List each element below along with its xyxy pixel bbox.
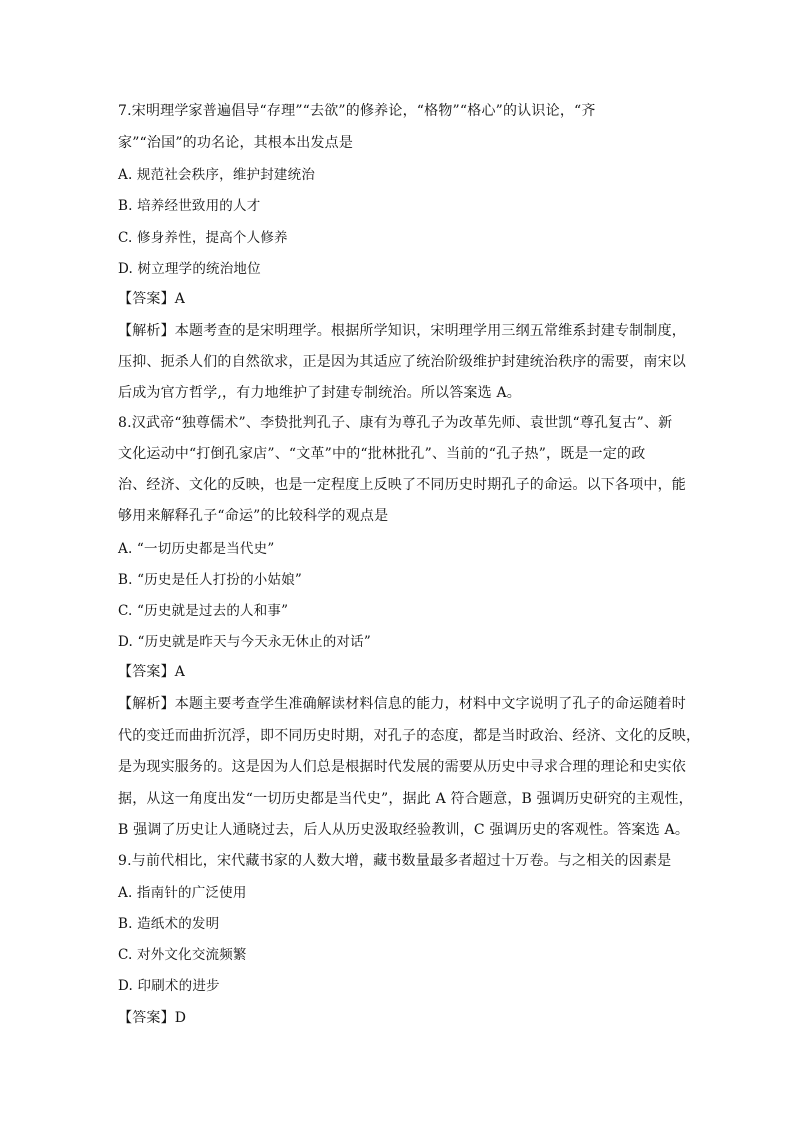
question-8-option-d: D. “历史就是昨天与今天永无休止的对话” <box>118 634 371 650</box>
question-8-analysis-line-5: B 强调了历史让人通晓过去，后人从历史汲取经验教训，C 强调历史的客观性。答案选 A。 <box>118 822 690 838</box>
question-7-stem-line-2: 家”“治国”的功名论，其根本出发点是 <box>118 135 354 151</box>
question-8-analysis-line-1: 【解析】本题主要考查学生准确解读材料信息的能力，材料中文字说明了孔子的命运随着时 <box>118 696 686 712</box>
question-9-stem: 9.与前代相比，宋代藏书家的人数大增，藏书数量最多者超过十万卷。与之相关的因素是 <box>118 853 672 869</box>
question-7-answer: 【答案】A <box>118 291 186 307</box>
question-9-answer: 【答案】D <box>118 1010 187 1026</box>
question-8-answer: 【答案】A <box>118 664 186 680</box>
question-7-analysis-line-1: 【解析】本题考查的是宋明理学。根据所学知识，宋明理学用三纲五常维系封建专制制度， <box>118 323 686 339</box>
question-9-option-c: C. 对外文化交流频繁 <box>118 947 247 963</box>
question-8-stem-line-4: 够用来解释孔子“命运”的比较科学的观点是 <box>118 508 389 524</box>
question-7-option-c: C. 修身养性，提高个人修养 <box>118 230 288 246</box>
question-8-stem-line-3: 治、经济、文化的反映，也是一定程度上反映了不同历史时期孔子的命运。以下各项中，能 <box>118 477 686 493</box>
question-8-analysis-line-4: 据，从这一角度出发“一切历史都是当代史”，据此 A 符合题意，B 强调历史研究的主观性， <box>118 791 693 807</box>
question-7-option-a: A. 规范社会秩序，维护封建统治 <box>118 167 316 183</box>
question-8-option-b: B. “历史是任人打扮的小姑娘” <box>118 572 303 588</box>
question-9-option-d: D. 印刷术的进步 <box>118 978 220 994</box>
question-7-option-b: B. 培养经世致用的人才 <box>118 198 261 214</box>
question-8-option-a: A. “一切历史都是当代史” <box>118 541 275 557</box>
question-7-analysis-line-3: 后成为官方哲学,，有力地维护了封建专制统治。所以答案选 A。 <box>118 385 522 401</box>
question-8-analysis-line-2: 代的变迁而曲折沉浮，即不同历史时期，对孔子的态度，都是当时政治、经济、文化的反映， <box>118 728 701 744</box>
question-7-stem-line-1: 7.宋明理学家普遍倡导“存理”“去欲”的修养论，“格物”“格心”的认识论，“齐 <box>118 103 596 119</box>
question-9-option-b: B. 造纸术的发明 <box>118 916 220 932</box>
question-7-analysis-line-2: 压抑、扼杀人们的自然欲求，正是因为其适应了统治阶级维护封建统治秩序的需要，南宋以 <box>118 354 686 370</box>
question-8-analysis-line-3: 是为现实服务的。这是因为人们总是根据时代发展的需要从历史中寻求合理的理论和史实依 <box>118 759 686 775</box>
question-8-stem-line-1: 8.汉武帝“独尊儒术”、李贽批判孔子、康有为尊孔子为改革先师、袁世凯“尊孔复古”、新 <box>118 415 673 431</box>
question-8-option-c: C. “历史就是过去的人和事” <box>118 603 289 619</box>
question-8-stem-line-2: 文化运动中“打倒孔家店”、“文革”中的“批林批孔”、当前的“孔子热”，既是一定的政 <box>118 446 646 462</box>
question-9-option-a: A. 指南针的广泛使用 <box>118 885 247 901</box>
question-7-option-d: D. 树立理学的统治地位 <box>118 261 261 277</box>
